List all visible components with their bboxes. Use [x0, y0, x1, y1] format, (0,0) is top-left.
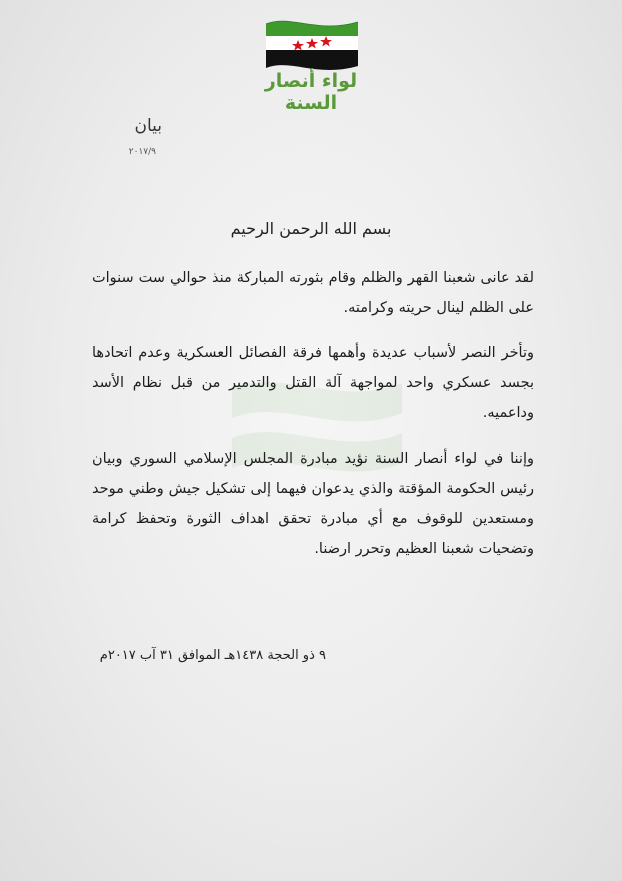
- footer-date: ٩ ذو الحجة ١٤٣٨هـ الموافق ٣١ آب ٢٠١٧م: [99, 648, 326, 663]
- brigade-name: لواء أنصار السنة: [264, 70, 358, 114]
- statement-date: ٢٠١٧/٩: [128, 147, 156, 157]
- paragraph-3: وإننا في لواء أنصار السنة نؤيد مبادرة المجلس الإسلامي السوري وبيان رئيس الحكومة المؤقتة والذي يدعوان فيهما إلى تشكيل جيش وطني موحد ومستعدين للوقوف مع أي مبادرة تحقق اهداف الثورة وتحفظ كرامة وتضحيات شعبنا العظيم وتحرر ارضنا.: [92, 451, 534, 557]
- paragraph-2: وتأخر النصر لأسباب عديدة وأهمها فرقة الفصائل العسكرية وعدم اتحادها بجسد عسكري واحد لمواجهة آلة القتل والتدمير من قبل نظام الأسد وداعميه.: [92, 345, 534, 421]
- statement-title: بيان: [134, 116, 162, 136]
- basmala: بسم الله الرحمن الرحيم: [230, 219, 392, 238]
- syrian-revolution-flag-icon: [236, 14, 386, 76]
- brigade-logo: [236, 14, 386, 114]
- paragraph-1: لقد عانى شعبنا القهر والظلم وقام بثورته المباركة منذ حوالي ست سنوات على الظلم لينال حريته وكرامته.: [92, 270, 534, 316]
